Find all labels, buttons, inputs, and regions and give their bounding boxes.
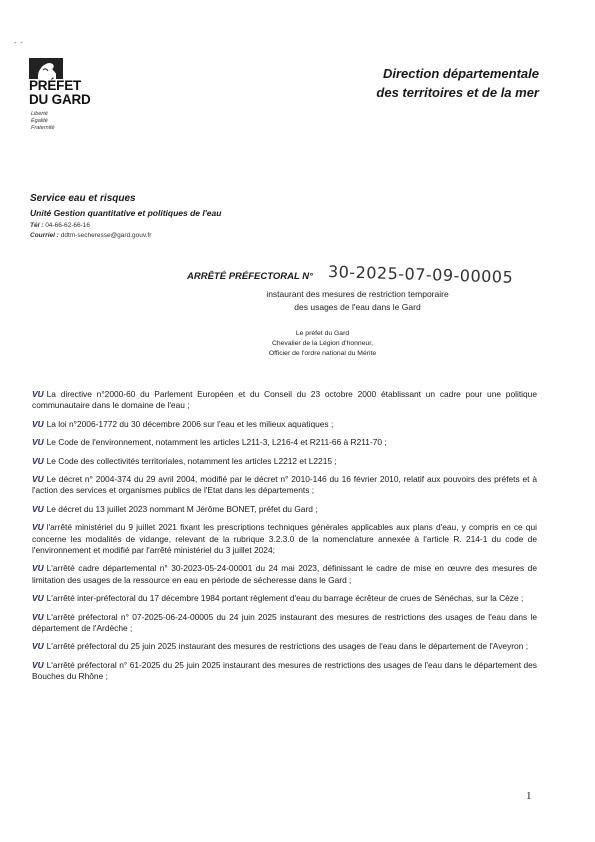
arrete-subtitle-line2: des usages de l'eau dans le Gard (294, 302, 421, 312)
marianne-logo-icon (29, 58, 63, 79)
vu-text: Le Code de l'environnement, notamment les articles L211-3, L216-4 et R211-66 à R211-70 ; (46, 437, 387, 448)
vu-item (32, 389, 537, 411)
vu-keyword: VU (32, 455, 44, 466)
arrete-label: ARRÊTÉ PRÉFECTORAL N° (187, 271, 313, 282)
page-number: 1 (526, 790, 532, 802)
service-name: Service eau et risques (30, 193, 136, 204)
corner-mark: - - (14, 40, 24, 47)
vu-item (32, 456, 537, 467)
vu-text: L'arrêté préfectoral n° 61-2025 du 25 juin 2025 instaurant des mesures de restrictions des usages de l'eau dans le département des Bouches du Rhône ; (32, 659, 537, 681)
vu-item (32, 419, 537, 430)
considerations-list (32, 389, 537, 689)
vu-text: L'arrêté préfectoral du 25 juin 2025 instaurant des mesures de restrictions des usages de l'eau dans le département de l'Aveyron ; (46, 641, 529, 652)
direction-title-line2: des territoires et de la mer (376, 85, 539, 100)
vu-item (32, 593, 537, 604)
vu-item (32, 641, 537, 652)
email-value[interactable]: ddtm-secheresse@gard.gouv.fr (60, 232, 152, 239)
vu-text: Le décret du 13 juillet 2023 nommant M Jérôme BONET, préfet du Gard ; (46, 503, 318, 514)
phone-label: Tél : (30, 222, 44, 229)
vu-keyword: VU (32, 389, 44, 399)
authority-line2: Chevalier de la Légion d'honneur, (271, 340, 374, 347)
prefet-title-line1: PRÉFET (29, 78, 82, 93)
vu-item (32, 660, 537, 682)
motto-liberte: Liberté (31, 111, 48, 117)
vu-keyword: VU (32, 503, 44, 514)
vu-item (32, 563, 537, 585)
authority-line1: Le préfet du Gard (295, 330, 350, 337)
vu-item (32, 504, 537, 515)
contact-email (30, 232, 151, 239)
vu-item (32, 612, 537, 634)
arrete-subtitle-line1: instaurant des mesures de restriction temporaire (266, 289, 449, 299)
email-label: Courriel : (30, 232, 59, 239)
vu-text: L'arrêté cadre départemental n° 30-2023-05-24-00001 du 24 mai 2023, définissant le cadre de mise en œuvre des mesures de limitation des usages de la ressource en eau en période de sécheresse dans le Gard ; (32, 563, 537, 585)
vu-text: Le Code des collectivités territoriales, notamment les articles L2212 et L2215 ; (46, 455, 337, 466)
vu-text: L'arrêté inter-préfectoral du 17 décembre 1984 portant règlement d'eau du barrage écrêteur de crues de Sénéchas, sur la Cèze ; (46, 593, 524, 604)
vu-keyword: VU (32, 611, 44, 622)
vu-keyword: VU (32, 563, 44, 574)
motto-egalite: Égalité (31, 118, 48, 124)
prefet-title-line2: DU GARD (29, 92, 91, 107)
vu-text: Le décret n° 2004-374 du 29 avril 2004, modifié par le décret n° 2010-146 du 16 février 2010, relatif aux pouvoirs des préfets et à l'action des services et organismes publics de l'Etat dans les départements ; (32, 474, 537, 496)
vu-text: La loi n°2006-1772 du 30 décembre 2006 sur l'eau et les milieux aquatiques ; (46, 418, 334, 429)
vu-text: La directive n°2000-60 du Parlement Européen et du Conseil du 23 octobre 2000 établissant un cadre pour une politique communautaire dans le domaine de l'eau ; (32, 389, 537, 411)
authority-line3: Officier de l'ordre national du Mérite (268, 350, 377, 357)
motto-fraternite: Fraternité (31, 125, 55, 131)
vu-keyword: VU (32, 474, 44, 485)
vu-text: l'arrêté ministériel du 9 juillet 2021 fixant les prescriptions techniques générales applicables aux plans d'eau, y compris en ce qui concerne les modalités de vidange, relevant de la rubrique 3.2.3.0 de la nomenclature annexée à l'article R. 214-1 du code de l'environnement et modifié par l'arrêté ministériel du 3 juillet 2024; (32, 522, 537, 555)
vu-keyword: VU (32, 641, 44, 652)
vu-item (32, 437, 537, 448)
vu-keyword: VU (32, 659, 44, 670)
vu-item (32, 522, 537, 556)
vu-keyword: VU (32, 418, 44, 429)
direction-title-line1: Direction départementale (382, 66, 539, 81)
vu-keyword: VU (32, 437, 44, 448)
vu-item (32, 474, 537, 496)
vu-keyword: VU (32, 522, 44, 533)
vu-text: L'arrêté préfectoral n° 07-2025-06-24-00005 du 24 juin 2025 instaurant des mesures de restrictions des usages de l'eau dans le département de l'Ardèche ; (32, 611, 537, 633)
contact-phone (30, 222, 90, 229)
vu-keyword: VU (32, 593, 44, 604)
phone-value: 04-66-62-66-16 (45, 222, 90, 229)
arrete-number-handwritten: 30-2025-07-09-00005 (327, 262, 514, 287)
unit-name: Unité Gestion quantitative et politiques de l'eau (30, 208, 222, 218)
